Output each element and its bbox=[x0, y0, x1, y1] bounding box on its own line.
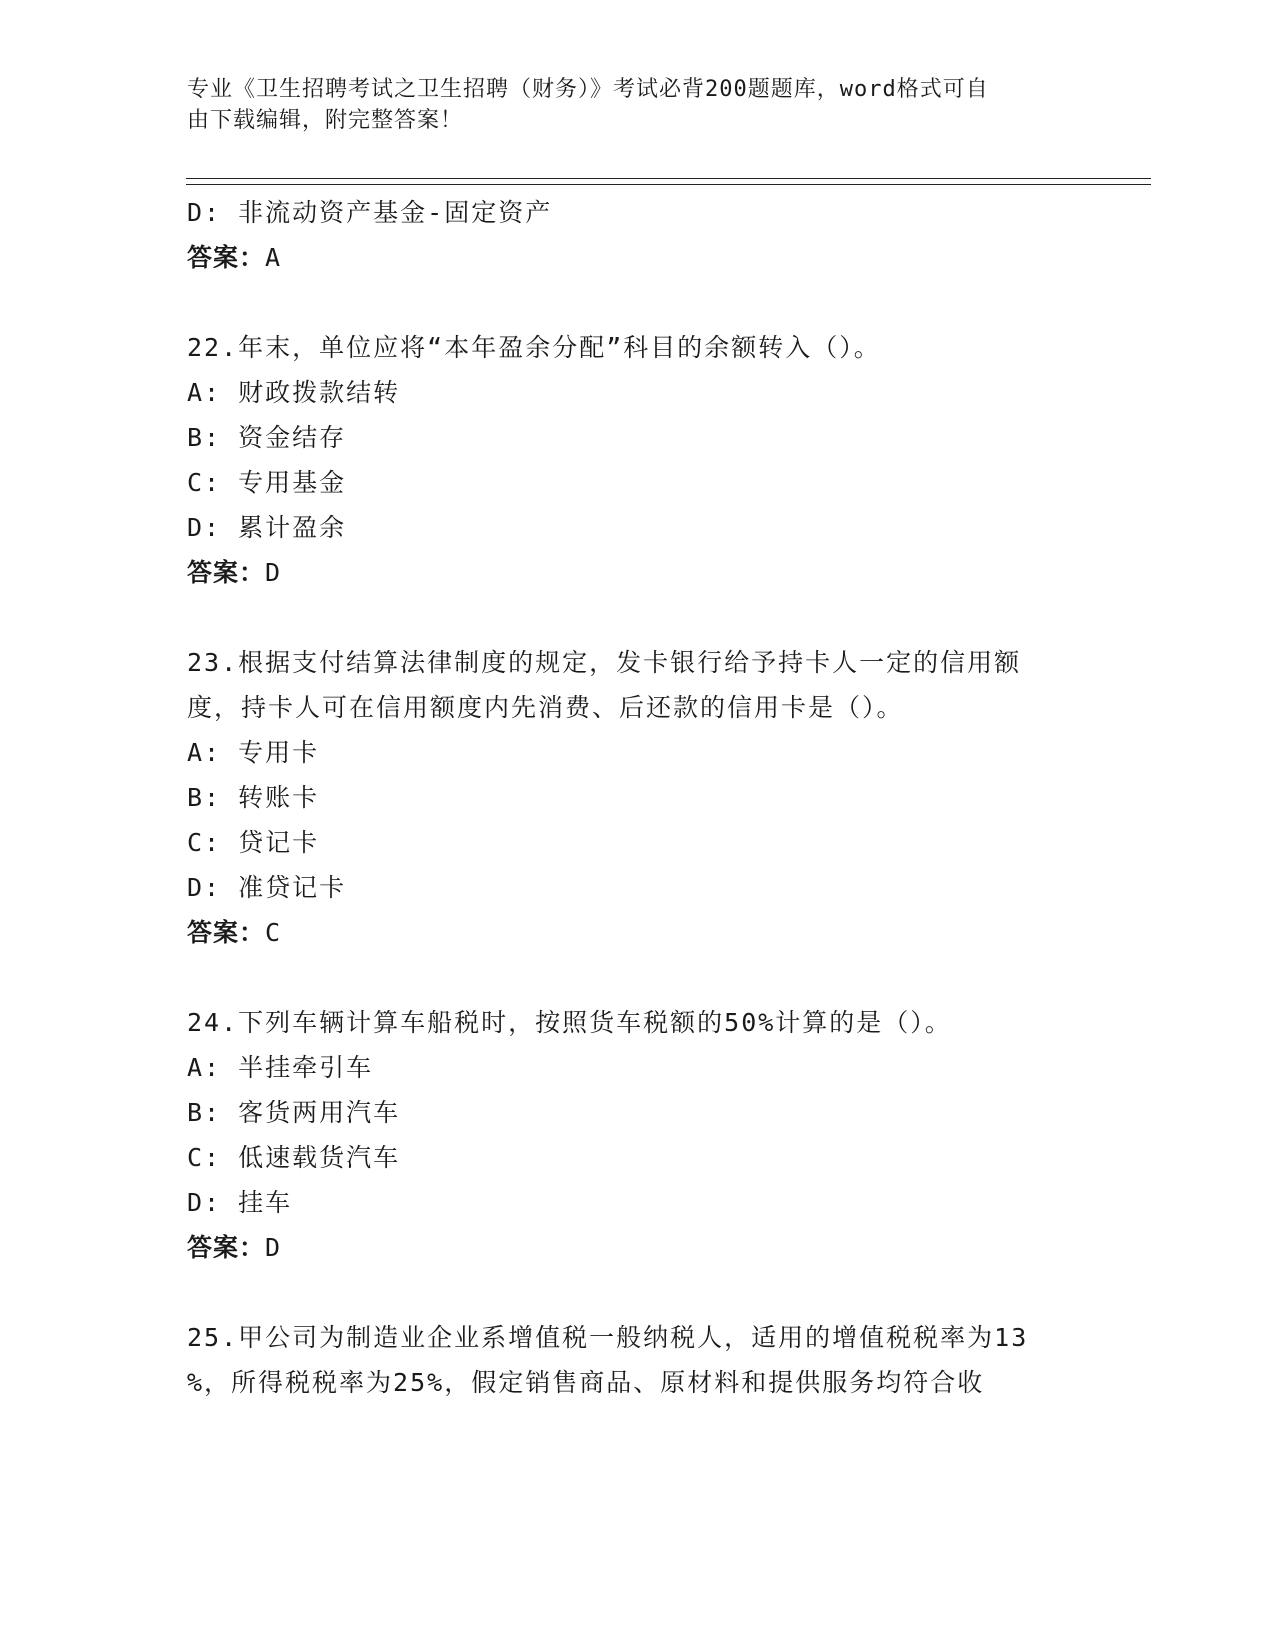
question-24 bbox=[187, 1000, 1087, 1270]
question-23 bbox=[187, 640, 1087, 955]
option-a: A: 专用卡 bbox=[187, 738, 320, 767]
answer-line bbox=[187, 1225, 1087, 1270]
document-header bbox=[187, 74, 1067, 136]
option-d: D: 累计盈余 bbox=[187, 513, 347, 542]
option-b: B: 客货两用汽车 bbox=[187, 1098, 401, 1127]
question-stem: 24.下列车辆计算车船税时，按照货车税额的50%计算的是（）。 bbox=[187, 1008, 952, 1037]
option-c: C: 低速载货汽车 bbox=[187, 1143, 401, 1172]
answer-label: 答案： bbox=[187, 1233, 266, 1262]
question-stem: 25.甲公司为制造业企业系增值税一般纳税人，适用的增值税税率为13 bbox=[187, 1323, 1029, 1352]
answer-label: 答案： bbox=[187, 558, 266, 587]
header-line-2: 由下载编辑，附完整答案！ bbox=[187, 108, 464, 133]
answer-value: D bbox=[265, 1233, 282, 1262]
answer-label: 答案： bbox=[187, 918, 266, 947]
answer-line bbox=[187, 550, 1087, 595]
spacer bbox=[187, 595, 1087, 640]
header-divider-bottom bbox=[186, 184, 1151, 185]
question-22 bbox=[187, 325, 1087, 595]
answer-value: C bbox=[265, 918, 282, 947]
spacer bbox=[187, 955, 1087, 1000]
header-divider-top bbox=[186, 178, 1151, 179]
answer-line bbox=[187, 235, 1087, 280]
question-25 bbox=[187, 1315, 1087, 1405]
answer-label: 答案： bbox=[187, 243, 266, 272]
option-b: B: 转账卡 bbox=[187, 783, 320, 812]
answer-value: D bbox=[265, 558, 282, 587]
answer-value: A bbox=[265, 243, 282, 272]
option-a: A: 财政拨款结转 bbox=[187, 378, 401, 407]
answer-line bbox=[187, 910, 1087, 955]
question-stem-continued: 度，持卡人可在信用额度内先消费、后还款的信用卡是（）。 bbox=[187, 693, 904, 722]
option-line: D: 非流动资产基金-固定资产 bbox=[187, 198, 553, 227]
question-stem: 23.根据支付结算法律制度的规定，发卡银行给予持卡人一定的信用额 bbox=[187, 648, 1022, 677]
option-a: A: 半挂牵引车 bbox=[187, 1053, 374, 1082]
option-b: B: 资金结存 bbox=[187, 423, 347, 452]
spacer bbox=[187, 1270, 1087, 1315]
question-list bbox=[187, 190, 1087, 1405]
header-line-1: 专业《卫生招聘考试之卫生招聘（财务）》考试必背200题题库，word格式可自 bbox=[187, 77, 989, 102]
option-d: D: 挂车 bbox=[187, 1188, 293, 1217]
question-stem: 22.年末，单位应将“本年盈余分配”科目的余额转入（）。 bbox=[187, 333, 881, 362]
question-stem-continued: %，所得税税率为25%，假定销售商品、原材料和提供服务均符合收 bbox=[187, 1368, 985, 1397]
option-c: C: 专用基金 bbox=[187, 468, 347, 497]
option-c: C: 贷记卡 bbox=[187, 828, 320, 857]
option-d: D: 准贷记卡 bbox=[187, 873, 347, 902]
spacer bbox=[187, 280, 1087, 325]
